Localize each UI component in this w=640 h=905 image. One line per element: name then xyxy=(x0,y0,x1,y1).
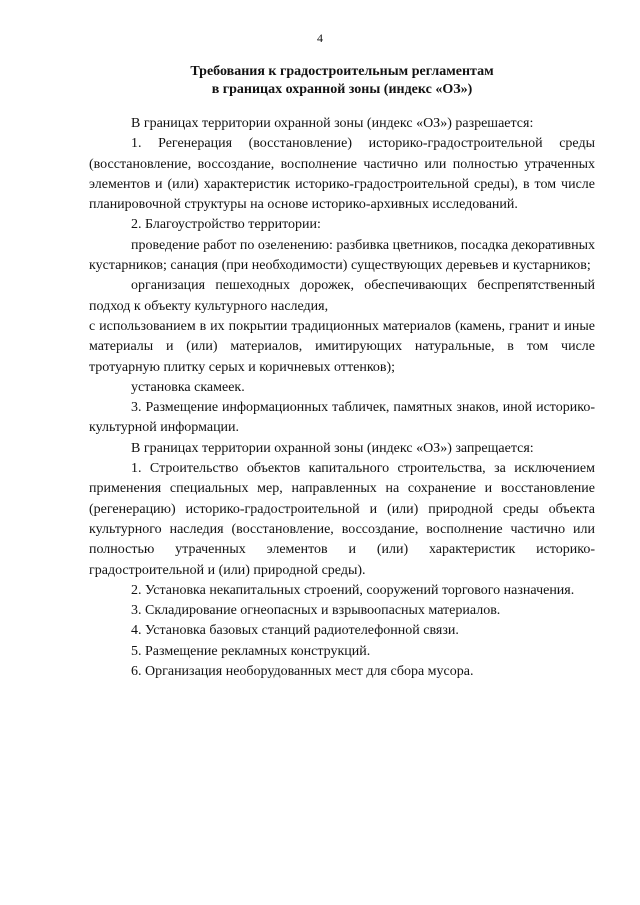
paragraph-benches: установка скамеек. xyxy=(131,379,245,395)
paragraph-walkway-materials: с использованием в их покрытии традиционных материалов (камень, гранит и иные материалы и (или) материалов, имитирующих натуральные, в том числе тротуарную плитку серых и коричневых оттенков); xyxy=(89,318,595,375)
paragraph-walkways: организация пешеходных дорожек, обеспечивающих беспрепятственный подход к объекту культурного наследия, xyxy=(89,278,595,314)
title-line-2: в границах охранной зоны (индекс «ОЗ») xyxy=(211,82,473,97)
paragraph-allowed-2: 2. Благоустройство территории: xyxy=(131,217,321,233)
paragraph-prohibited-3: 3. Складирование огнеопасных и взрывоопасных материалов. xyxy=(131,603,501,619)
title-line-1: Требования к градостроительным регламентам xyxy=(190,64,494,79)
paragraph-prohibited-1: 1. Строительство объектов капитального строительства, за исключением применения специальных мер, направленных на сохранение и восстановление (регенерацию) историко-градостроительной и (или) природной среды объекта культурного наследия (восстановление, воссоздание, восполнение частично или полностью утраченных элементов и (или) характеристик историко-градостроительной и (или) природной среды). xyxy=(89,461,595,578)
paragraph-allowed-intro: В границах территории охранной зоны (индекс «ОЗ») разрешается: xyxy=(131,116,534,131)
paragraph-allowed-1: 1. Регенерация (восстановление) историко-градостроительной среды (восстановление, воссоздание, восполнение частично или полностью утраченных элементов и (или) характеристик историко-градостроительной среды), в том числе планировочной структуры на основе историко-архивных исследований. xyxy=(89,136,595,213)
document-title xyxy=(89,63,595,99)
paragraph-prohibited-intro: В границах территории охранной зоны (индекс «ОЗ») запрещается: xyxy=(131,440,534,456)
document-body xyxy=(89,114,595,682)
paragraph-prohibited-4: 4. Установка базовых станций радиотелефонной связи. xyxy=(131,623,459,639)
page-number: 4 xyxy=(317,31,323,45)
paragraph-prohibited-5: 5. Размещение рекламных конструкций. xyxy=(131,643,371,659)
paragraph-allowed-3: 3. Размещение информационных табличек, памятных знаков, иной историко-культурной информации. xyxy=(89,400,595,436)
paragraph-prohibited-2: 2. Установка некапитальных строений, сооружений торгового назначения. xyxy=(131,582,575,598)
paragraph-landscaping: проведение работ по озеленению: разбивка цветников, посадка декоративных кустарников; санация (при необходимости) существующих деревьев и кустарников; xyxy=(89,237,595,274)
paragraph-prohibited-6: 6. Организация необорудованных мест для сбора мусора. xyxy=(131,664,474,680)
